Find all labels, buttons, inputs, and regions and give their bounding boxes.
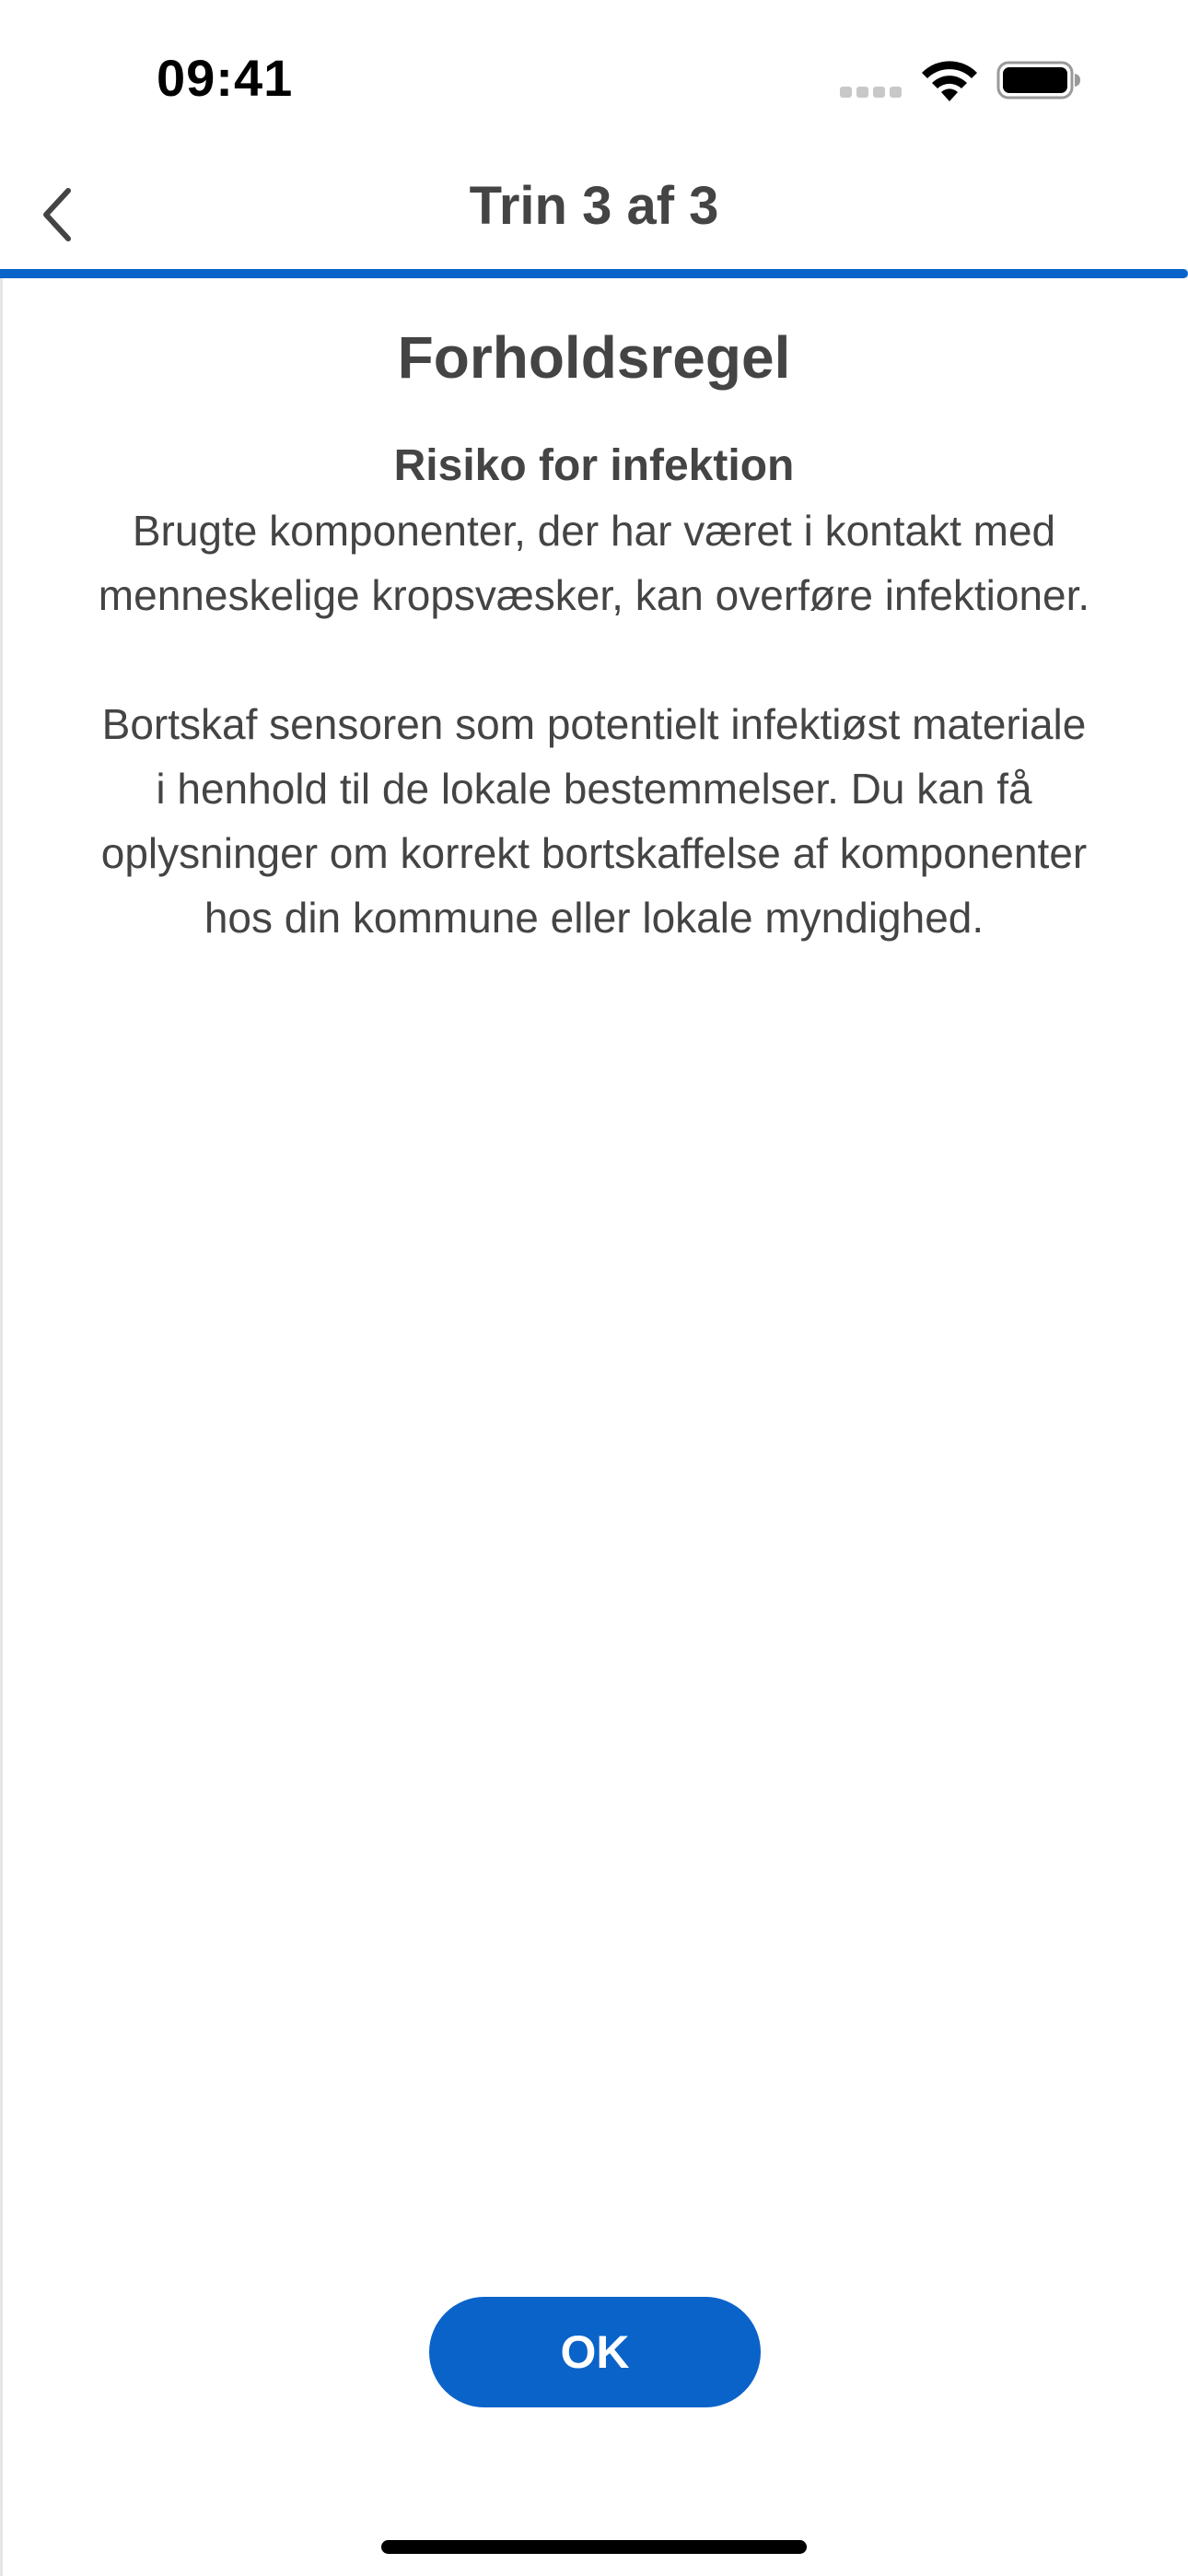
battery-full-icon: [996, 61, 1081, 100]
content-subheading: Risiko for infektion: [393, 440, 795, 490]
status-time: 09:41: [157, 49, 294, 107]
step-progress-bar: [0, 269, 1188, 278]
disposal-instructions-text: Bortskaf sensoren som potentielt infektiøst materiale i henhold til de lokale bestemmelser. Du kan få oplysninger om korrekt bortskaffelse af komponenter hos din kommune eller lokale myndighed.: [100, 699, 1088, 942]
page-title: Trin 3 af 3: [469, 176, 719, 236]
step-progress-fill: [0, 269, 1188, 278]
status-bar: [0, 0, 1188, 157]
infection-risk-text: Brugte komponenter, der har været i kontakt med menneskelige kropsvæsker, kan overføre infektioner.: [98, 506, 1090, 619]
cellular-signal-icon: [840, 87, 904, 100]
content-area: [92, 322, 1096, 950]
wifi-icon: [919, 57, 980, 103]
ok-button[interactable]: OK: [429, 2297, 761, 2407]
left-edge-divider: [0, 276, 3, 2576]
content-heading: Forholdsregel: [397, 324, 791, 391]
home-indicator: [381, 2540, 807, 2554]
navigation-bar: [0, 157, 1188, 269]
